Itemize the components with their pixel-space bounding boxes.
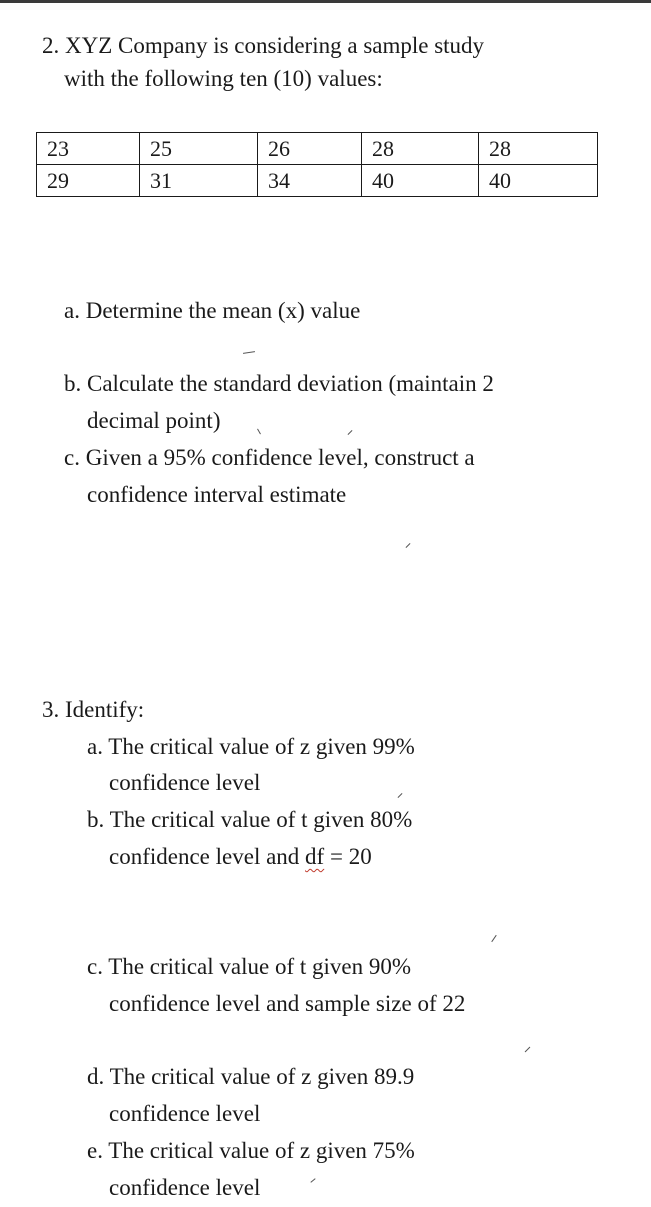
q3-part-b-line2-text: confidence level and <box>109 844 306 869</box>
stray-mark <box>525 1047 531 1053</box>
stray-mark <box>398 793 403 798</box>
table-cell: 40 <box>362 165 479 197</box>
q2-part-a: a. Determine the mean (x) value <box>64 298 361 323</box>
table-row <box>37 165 598 197</box>
table-row <box>37 133 598 165</box>
stray-mark <box>348 430 353 435</box>
stray-mark <box>491 935 496 942</box>
q2-part-c-line2: confidence interval estimate <box>87 482 347 507</box>
q2-part-b-line2: decimal point) <box>87 408 221 433</box>
stray-mark <box>257 429 261 435</box>
table-cell: 34 <box>258 165 362 197</box>
q2-heading-line1: 2. XYZ Company is considering a sample study <box>42 33 485 58</box>
table-cell: 29 <box>37 165 140 197</box>
stray-mark <box>310 1178 315 1183</box>
q2-part-b-line1: b. Calculate the standard deviation (maintain 2 <box>64 371 494 396</box>
q3-part-a-line2: confidence level <box>109 770 261 795</box>
q3-part-c-line2: confidence level and sample size of 22 <box>109 991 466 1016</box>
q3-part-b-line2-value: = 20 <box>324 844 372 869</box>
q3-part-b-line1: b. The critical value of t given 80% <box>87 807 413 832</box>
q3-part-d-line1: d. The critical value of z given 89.9 <box>87 1064 415 1089</box>
table-cell: 40 <box>479 165 598 197</box>
table-cell: 26 <box>258 133 362 165</box>
table-cell: 31 <box>140 165 258 197</box>
stray-mark <box>406 543 411 548</box>
table-cell: 23 <box>37 133 140 165</box>
q2-part-c-line1: c. Given a 95% confidence level, construct a <box>64 445 475 470</box>
table-cell: 25 <box>140 133 258 165</box>
table-cell: 28 <box>362 133 479 165</box>
q3-part-c-line1: c. The critical value of t given 90% <box>87 954 412 979</box>
q3-part-b-line2 <box>109 843 372 871</box>
df-spellcheck-word: df <box>305 844 325 869</box>
q2-heading-line2: with the following ten (10) values: <box>64 66 383 91</box>
table-cell: 28 <box>479 133 598 165</box>
q3-title: 3. Identify: <box>42 697 145 722</box>
q3-part-e-line2: confidence level <box>109 1175 261 1200</box>
q3-part-d-line2: confidence level <box>109 1101 261 1126</box>
stray-mark <box>243 351 255 354</box>
q3-part-e-line1: e. The critical value of z given 75% <box>87 1138 415 1163</box>
q3-part-a-line1: a. The critical value of z given 99% <box>87 734 415 759</box>
values-table <box>36 132 598 197</box>
top-border <box>0 0 651 3</box>
